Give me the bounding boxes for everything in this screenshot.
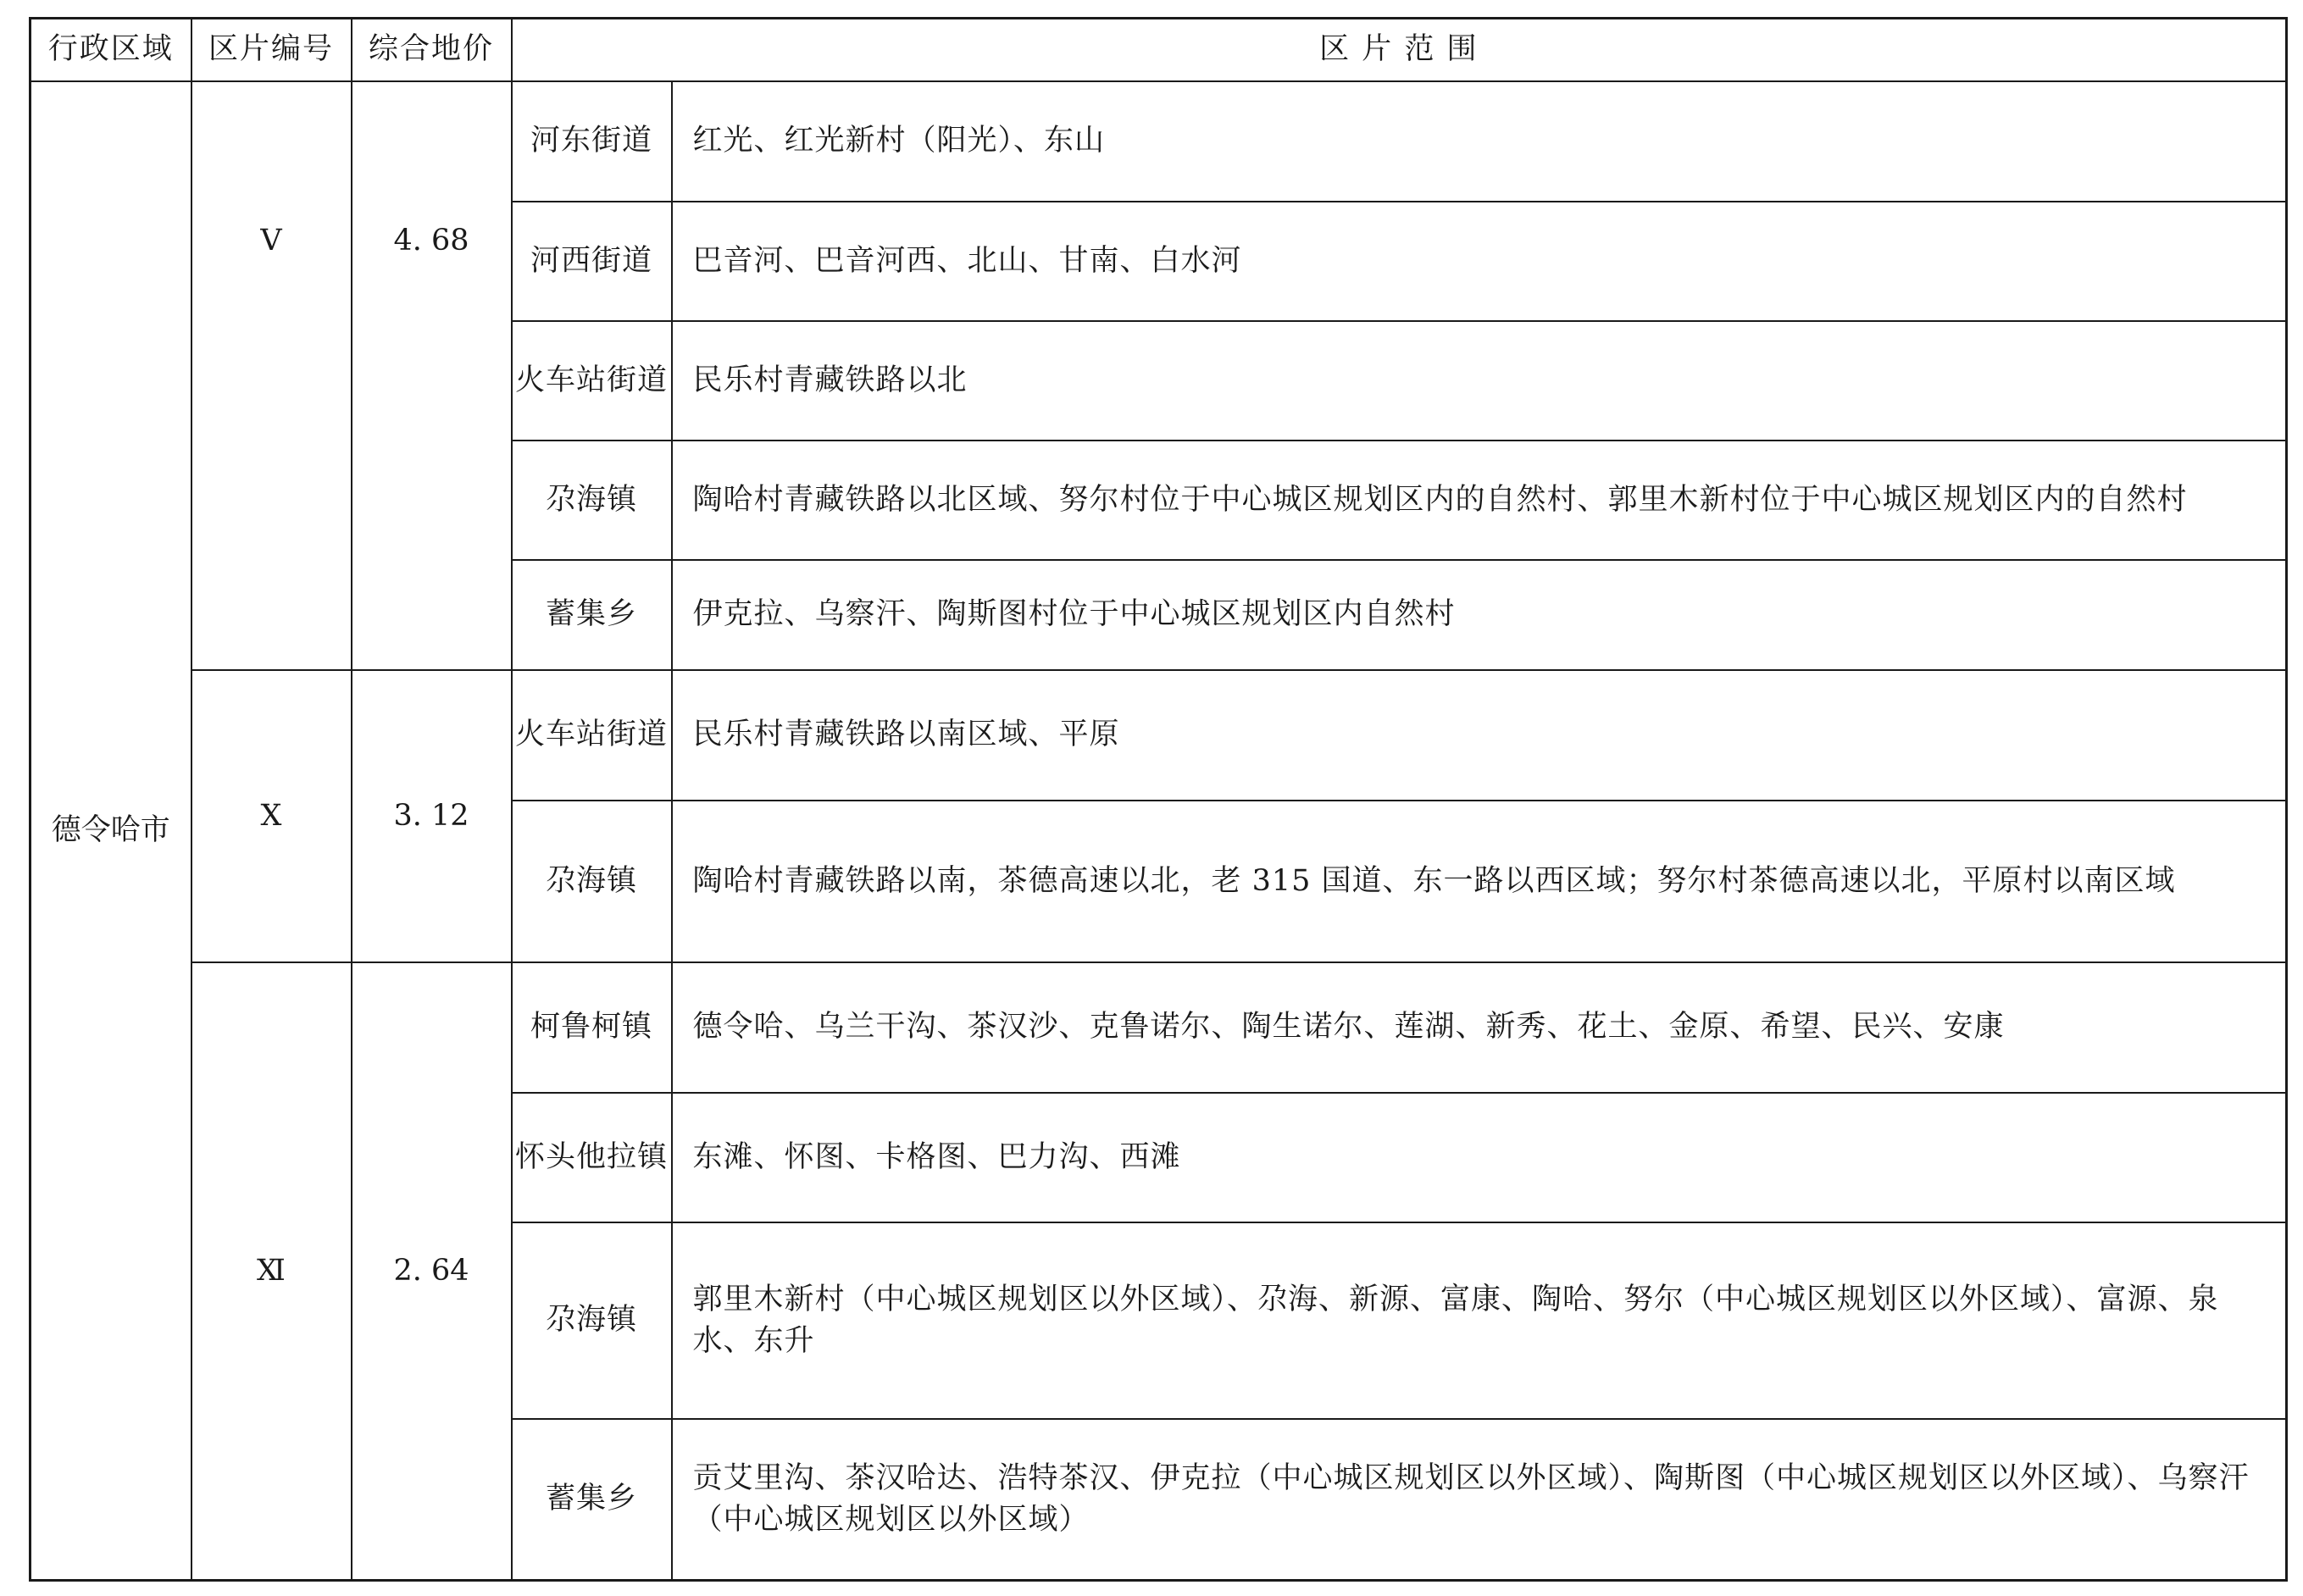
town-cell: 柯鲁柯镇 bbox=[512, 962, 672, 1093]
range-cell: 巴音河、巴音河西、北山、甘南、白水河 bbox=[672, 202, 2287, 321]
town-cell: 火车站街道 bbox=[512, 321, 672, 441]
header-row bbox=[31, 19, 2287, 81]
range-cell: 东滩、怀图、卡格图、巴力沟、西滩 bbox=[672, 1093, 2287, 1222]
range-cell: 陶哈村青藏铁路以北区域、努尔村位于中心城区规划区内的自然村、郭里木新村位于中心城区规划区内的自然村 bbox=[672, 441, 2287, 560]
range-cell: 红光、红光新村（阳光）、东山 bbox=[672, 81, 2287, 202]
range-cell: 伊克拉、乌察汗、陶斯图村位于中心城区规划区内自然村 bbox=[672, 560, 2287, 670]
town-cell: 河东街道 bbox=[512, 81, 672, 202]
zone-number-cell: Ⅺ bbox=[191, 962, 352, 1581]
range-cell: 德令哈、乌兰干沟、茶汉沙、克鲁诺尔、陶生诺尔、莲湖、新秀、花土、金原、希望、民兴、安康 bbox=[672, 962, 2287, 1093]
town-cell: 蓄集乡 bbox=[512, 1419, 672, 1581]
zone-number: Ⅴ bbox=[260, 223, 282, 258]
range-cell: 民乐村青藏铁路以南区域、平原 bbox=[672, 670, 2287, 801]
table-row bbox=[31, 81, 2287, 202]
header-composite-price: 综合地价 bbox=[352, 19, 512, 81]
zone-price-cell: 3. 12 bbox=[352, 670, 512, 962]
zone-price-cell bbox=[352, 81, 512, 670]
town-cell: 河西街道 bbox=[512, 202, 672, 321]
town-cell: 尕海镇 bbox=[512, 1222, 672, 1419]
range-cell: 陶哈村青藏铁路以南，茶德高速以北，老 315 国道、东一路以西区域；努尔村茶德高速以北，平原村以南区域 bbox=[672, 801, 2287, 962]
header-region: 行政区域 bbox=[31, 19, 191, 81]
zone-number-cell: Ⅹ bbox=[191, 670, 352, 962]
table-row bbox=[31, 962, 2287, 1093]
range-cell: 郭里木新村（中心城区规划区以外区域）、尕海、新源、富康、陶哈、努尔（中心城区规划区以外区域）、富源、泉水、东升 bbox=[672, 1222, 2287, 1419]
zone-number-cell bbox=[191, 81, 352, 670]
region-cell: 德令哈市 bbox=[31, 81, 191, 1581]
zone-price: 4. 68 bbox=[393, 223, 469, 258]
land-price-table bbox=[29, 17, 2288, 1582]
range-cell: 贡艾里沟、茶汉哈达、浩特茶汉、伊克拉（中心城区规划区以外区域）、陶斯图（中心城区规划区以外区域）、乌察汗（中心城区规划区以外区域） bbox=[672, 1419, 2287, 1581]
zone-price-cell: 2. 64 bbox=[352, 962, 512, 1581]
town-cell: 尕海镇 bbox=[512, 441, 672, 560]
range-cell: 民乐村青藏铁路以北 bbox=[672, 321, 2287, 441]
header-zone-range: 区 片 范 围 bbox=[512, 19, 2287, 81]
town-cell: 火车站街道 bbox=[512, 670, 672, 801]
town-cell: 怀头他拉镇 bbox=[512, 1093, 672, 1222]
town-cell: 蓄集乡 bbox=[512, 560, 672, 670]
header-zone-number: 区片编号 bbox=[191, 19, 352, 81]
table-row bbox=[31, 670, 2287, 801]
town-cell: 尕海镇 bbox=[512, 801, 672, 962]
